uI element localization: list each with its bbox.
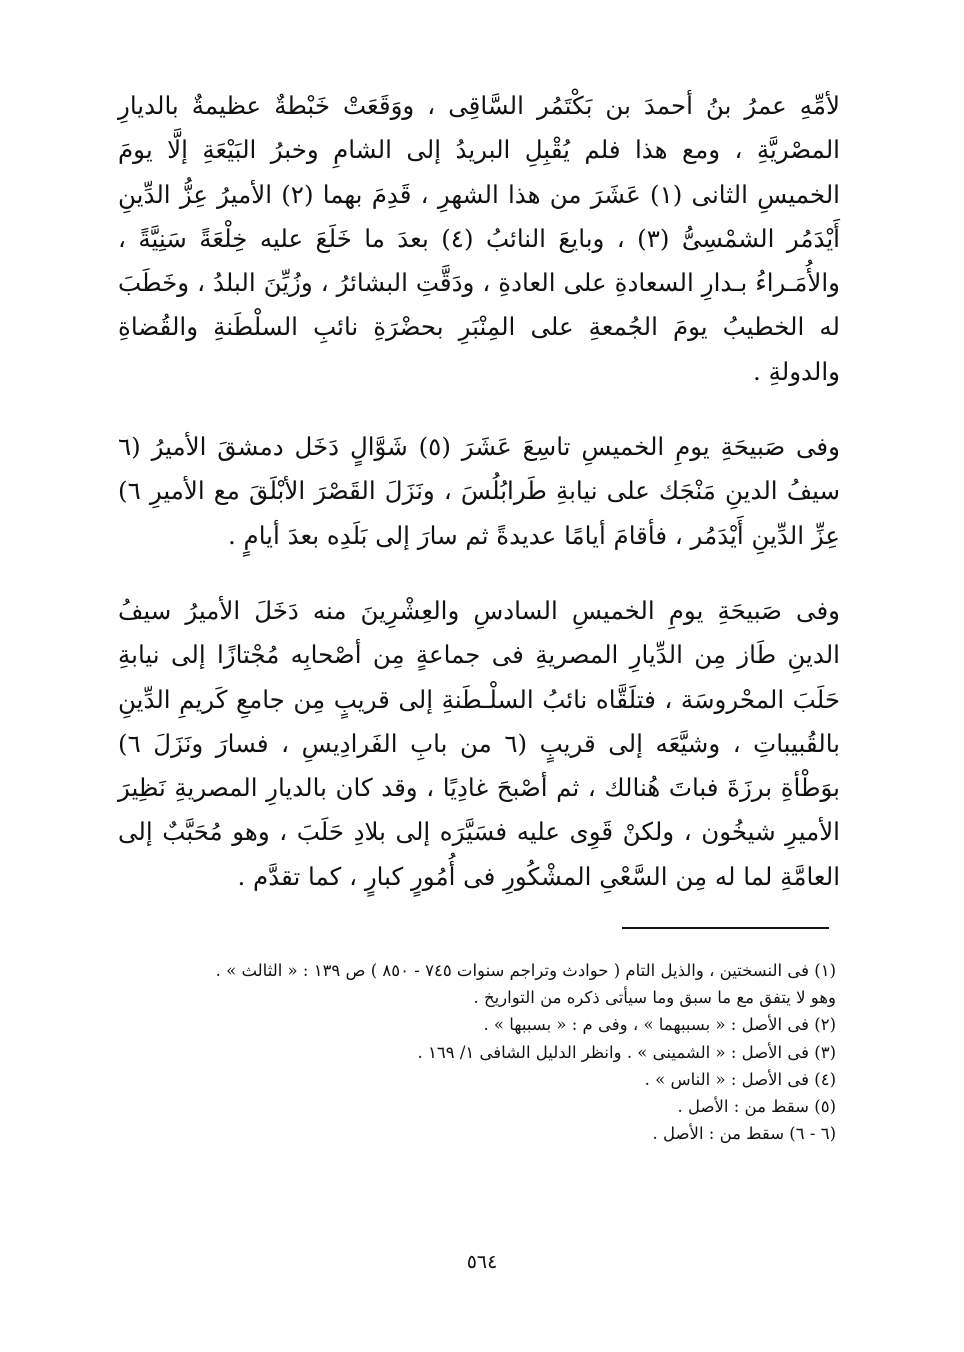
footnote-4: (٤) فى الأصل : « الناس » . <box>644 1069 836 1089</box>
footnote-separator <box>622 927 829 929</box>
footnote-1: (١) فى النسختين ، والذيل التام ( حوادث وتراجم سنوات ٧٤٥ - ٨٥٠ ) ص ١٣٩ : « الثالث » . <box>215 961 836 980</box>
page-number: ٥٦٤ <box>466 1251 498 1273</box>
footnote-5: (٥) سقط من : الأصل . <box>677 1097 836 1117</box>
footnote-1-continued: وهو لا يتفق مع ما سبق وما سيأتى ذكره من التواريخ . <box>473 988 836 1008</box>
paragraph-2: وفى صَبيحَةِ يومِ الخميسِ تاسِعَ عَشَرَ (٥) شَوَّالٍ دَخَل دمشقَ الأميرُ (٦ سيفُ الدينِ مَنْجَك على نيابةِ طَرابُلُسَ ، ونَزَلَ القَصْرَ الأبْلَقَ مع الأميرِ ٦) عِزِّ الدِّينِ أَيْدَمُر ، فأقامَ أيامًا عديدةً ثم سارَ إلى بَلَدِه بعدَ أيامٍ . <box>118 432 840 550</box>
main-text <box>118 84 840 930</box>
paragraph-1: لأمِّهِ عمرُ بنُ أحمدَ بن بَكْتَمُر السَّاقِى ، ووَقَعَتْ خَبْطةٌ عظيمةٌ بالديارِ المصْريَّةِ ، ومع هذا فلم يُقْبِلِ البريدُ إلى الشامِ وخبرُ البَيْعَةِ إلَّا يومَ الخميسِ الثانى (١) عَشَرَ من هذا الشهرِ ، قَدِمَ بهما (٢) الأميرُ عِزُّ الدِّينِ أَيْدَمُر الشمْسِىُّ (٣) ، وبايعَ النائبُ (٤) بعدَ ما خَلَعَ عليه خِلْعَةً سَنِيَّةً ، والأُمَـراءُ بـدارِ السعادةِ على العادةِ ، ودَقَّتِ البشائرُ ، وزُيِّنَ البلدُ ، وخَطَبَ له الخطيبُ يومَ الجُمعةِ على المِنْبَرِ بحضْرَةِ نائبِ السلْطَنةِ والقُضاةِ والدولةِ . <box>118 91 840 386</box>
footnotes <box>120 957 836 1147</box>
footnote-6: (٦ - ٦) سقط من : الأصل . <box>652 1124 836 1144</box>
footnote-2: (٢) فى الأصل : « بسببهما » ، وفى م : « بسببها » . <box>483 1015 836 1035</box>
footnote-3: (٣) فى الأصل : « الشمينى » . وانظر الدليل الشافى ١/ ١٦٩ . <box>417 1042 836 1062</box>
paragraph-3: وفى صَبيحَةِ يومِ الخميسِ السادسِ والعِشْرِينَ منه دَخَلَ الأميرُ سيفُ الدينِ طَاز مِن الدِّيارِ المصريةِ فى جماعةٍ مِن أصْحابِه مُجْتازًا إلى نيابةِ حَلَبَ المحْروسَة ، فتلَقَّاه نائبُ السلْـطَنةِ إلى قريبٍ مِن جامعِ كَريمِ الدِّينِ بالقُبيباتِ ، وشيَّعَه إلى قريبٍ (٦ من بابِ الفَرادِيسِ ، فسارَ ونَزَلَ ٦) بوَطْأةِ برزَةَ فباتَ هُنالك ، ثم أصْبحَ غادِيًا ، وقد كان بالديارِ المصريةِ نَظِيرَ الأميرِ شيخُون ، ولكنْ قَوِى عليه فسَيَّرَه إلى بلادِ حَلَبَ ، وهو مُحَبَّبٌ إلى العامَّةِ لما له مِن السَّعْىِ المشْكُورِ فى أُمُورٍ كبارٍ ، كما تقدَّم . <box>118 595 840 891</box>
